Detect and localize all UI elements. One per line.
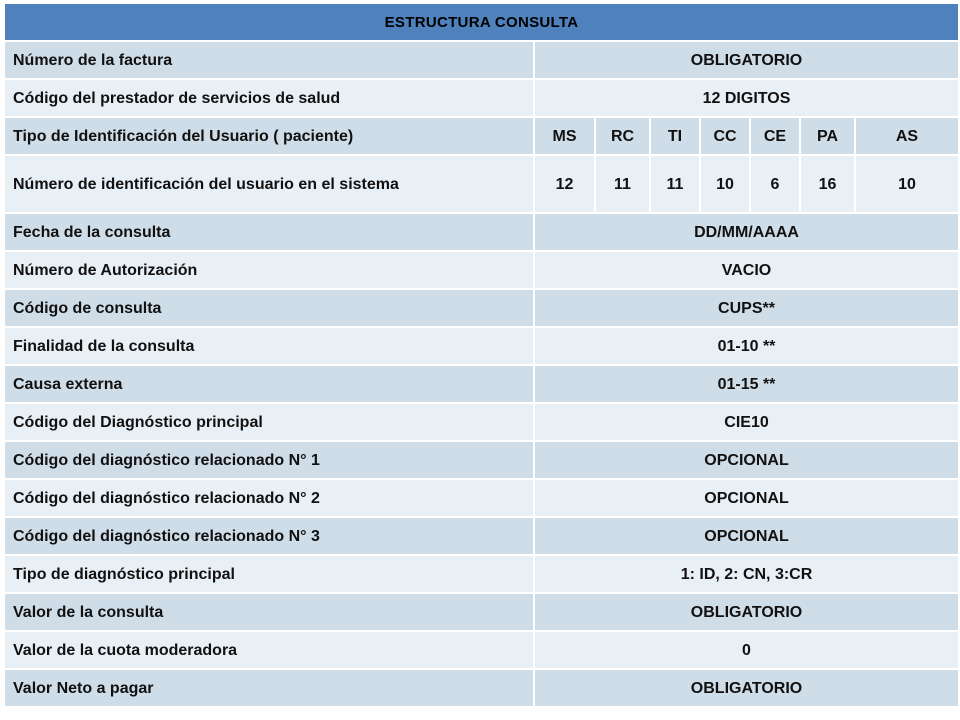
- row-label: Causa externa: [4, 365, 534, 403]
- table-row: [4, 41, 959, 79]
- row-value: OBLIGATORIO: [534, 41, 959, 79]
- table-row: [4, 669, 959, 707]
- row-label: Número de Autorización: [4, 251, 534, 289]
- row-value: VACIO: [534, 251, 959, 289]
- id-type-code: PA: [800, 117, 855, 155]
- row-value: DD/MM/AAAA: [534, 213, 959, 251]
- table-row: [4, 327, 959, 365]
- table-row: [4, 403, 959, 441]
- row-label: Tipo de Identificación del Usuario ( paciente): [4, 117, 534, 155]
- row-value: CIE10: [534, 403, 959, 441]
- table-row: [4, 213, 959, 251]
- table-row: [4, 631, 959, 669]
- table-row: [4, 441, 959, 479]
- row-label: Número de identificación del usuario en el sistema: [4, 155, 534, 213]
- id-length: 11: [650, 155, 700, 213]
- id-length: 10: [855, 155, 959, 213]
- row-value: OPCIONAL: [534, 441, 959, 479]
- id-number-row: [4, 155, 959, 213]
- row-value: 1: ID, 2: CN, 3:CR: [534, 555, 959, 593]
- row-label: Valor Neto a pagar: [4, 669, 534, 707]
- id-length: 16: [800, 155, 855, 213]
- table-header-row: [4, 3, 959, 41]
- id-length: 12: [534, 155, 595, 213]
- row-label: Código de consulta: [4, 289, 534, 327]
- row-label: Finalidad de la consulta: [4, 327, 534, 365]
- row-label: Fecha de la consulta: [4, 213, 534, 251]
- row-label: Código del diagnóstico relacionado N° 1: [4, 441, 534, 479]
- table-title: ESTRUCTURA CONSULTA: [4, 3, 959, 41]
- id-length: 6: [750, 155, 800, 213]
- table-row: [4, 79, 959, 117]
- row-value: CUPS**: [534, 289, 959, 327]
- table-row: [4, 365, 959, 403]
- table-row: [4, 479, 959, 517]
- estructura-consulta-table: [3, 2, 960, 708]
- id-type-code: CC: [700, 117, 750, 155]
- row-label: Código del diagnóstico relacionado N° 2: [4, 479, 534, 517]
- row-value: 01-15 **: [534, 365, 959, 403]
- row-value: OPCIONAL: [534, 479, 959, 517]
- table-row: [4, 555, 959, 593]
- id-type-code: MS: [534, 117, 595, 155]
- table-row: [4, 289, 959, 327]
- id-type-row: [4, 117, 959, 155]
- row-label: Valor de la consulta: [4, 593, 534, 631]
- id-type-code: CE: [750, 117, 800, 155]
- row-label: Código del diagnóstico relacionado N° 3: [4, 517, 534, 555]
- row-value: 0: [534, 631, 959, 669]
- row-value: 01-10 **: [534, 327, 959, 365]
- row-value: OBLIGATORIO: [534, 669, 959, 707]
- table-row: [4, 593, 959, 631]
- row-label: Código del Diagnóstico principal: [4, 403, 534, 441]
- row-label: Código del prestador de servicios de salud: [4, 79, 534, 117]
- row-value: 12 DIGITOS: [534, 79, 959, 117]
- id-type-code: AS: [855, 117, 959, 155]
- id-type-code: RC: [595, 117, 650, 155]
- row-label: Valor de la cuota moderadora: [4, 631, 534, 669]
- table-row: [4, 517, 959, 555]
- id-type-code: TI: [650, 117, 700, 155]
- table-row: [4, 251, 959, 289]
- row-value: OPCIONAL: [534, 517, 959, 555]
- row-label: Tipo de diagnóstico principal: [4, 555, 534, 593]
- row-label: Número de la factura: [4, 41, 534, 79]
- id-length: 10: [700, 155, 750, 213]
- id-length: 11: [595, 155, 650, 213]
- row-value: OBLIGATORIO: [534, 593, 959, 631]
